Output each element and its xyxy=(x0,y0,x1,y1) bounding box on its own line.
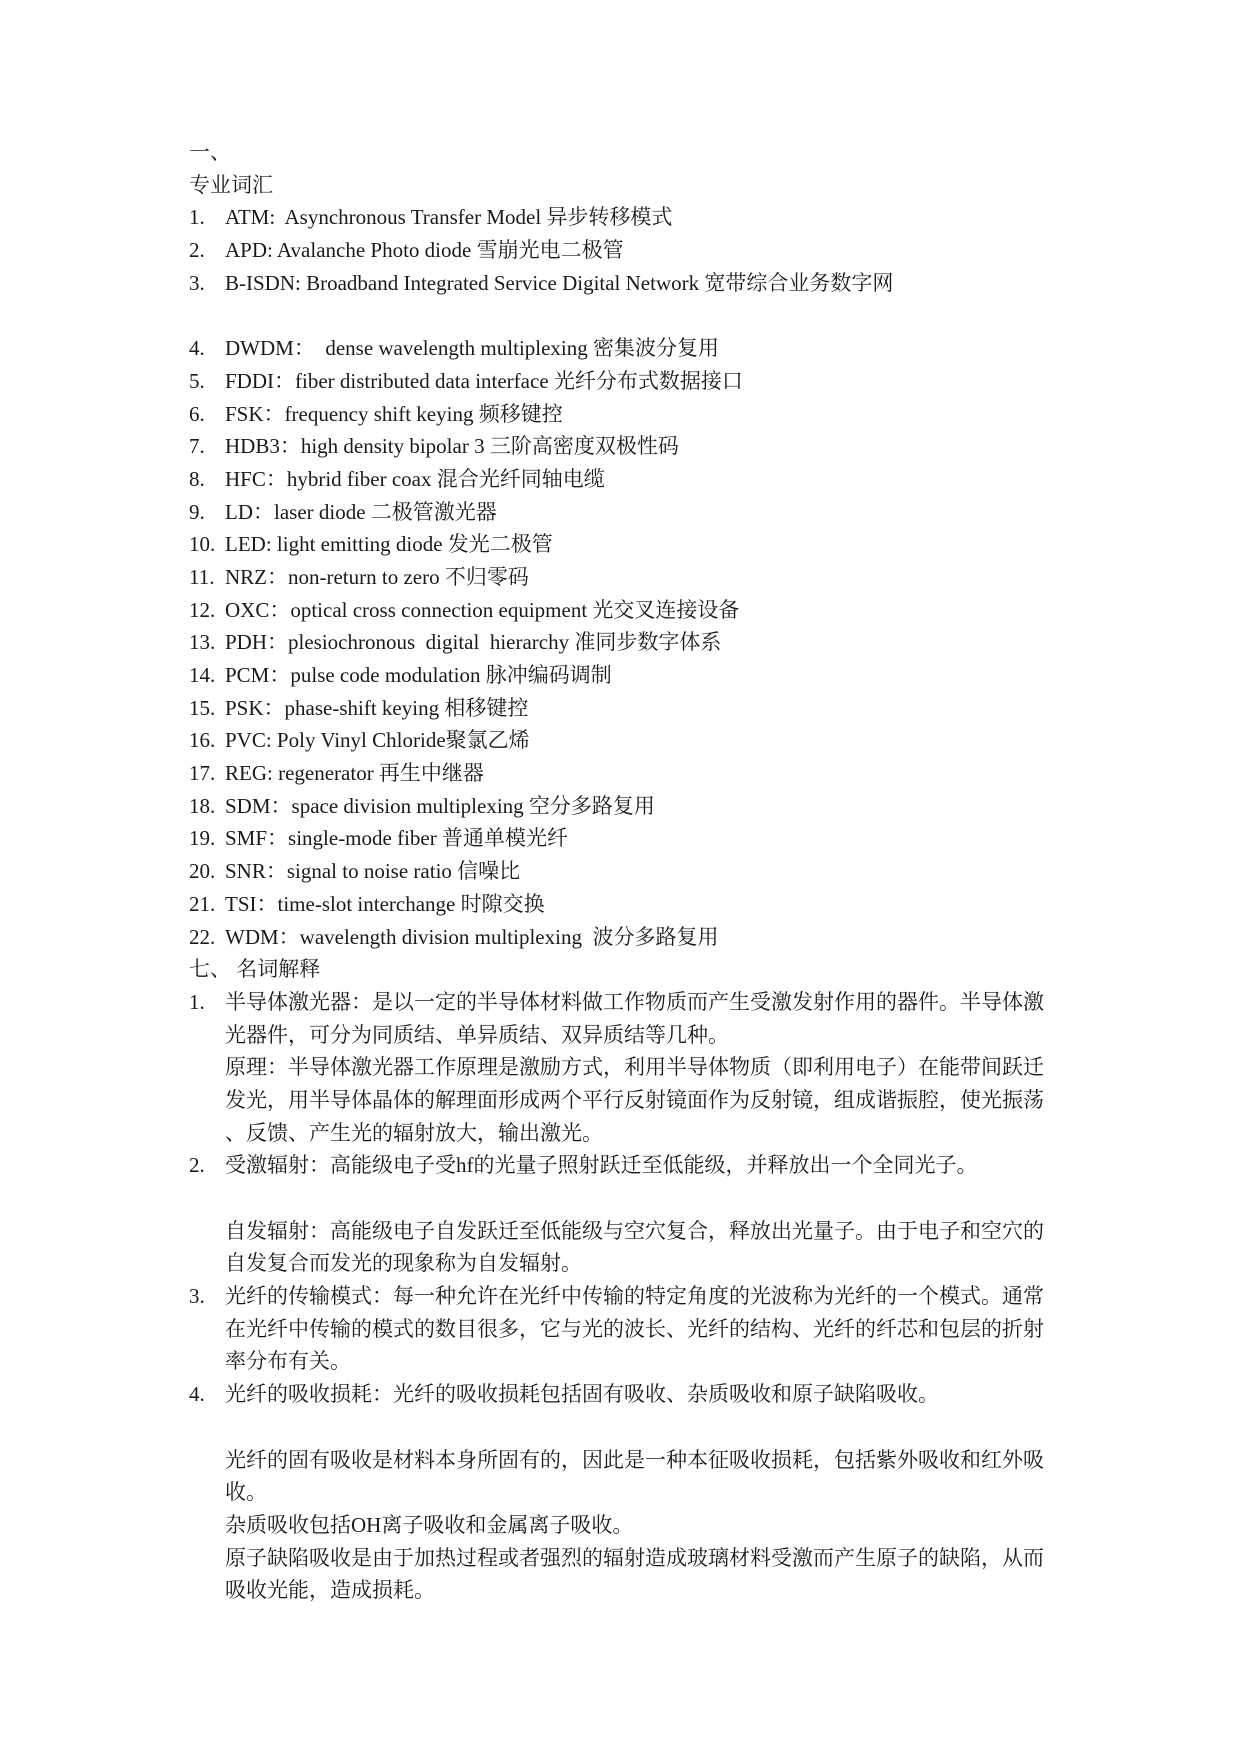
item-number: 4. xyxy=(189,1382,205,1407)
definition-line: 吸收光能，造成损耗。 xyxy=(225,1578,435,1603)
item-number: 8. xyxy=(189,466,205,491)
glossary-item xyxy=(189,463,1189,496)
glossary-item xyxy=(189,201,1189,234)
item-text: SMF：single-mode fiber 普通单模光纤 xyxy=(225,826,568,851)
glossary-item xyxy=(189,822,1189,855)
item-text: LED: light emitting diode 发光二极管 xyxy=(225,532,553,557)
glossary-item xyxy=(189,561,1189,594)
definition-text: 受激辐射：高能级电子受hf的光量子照射跃迁至低能级，并释放出一个全同光子。 xyxy=(225,1153,978,1178)
item-number: 19. xyxy=(189,826,216,851)
item-number: 13. xyxy=(189,630,216,655)
section-title-glossary: 专业词汇 xyxy=(189,172,273,197)
definition-line xyxy=(189,1149,1189,1182)
item-text: ATM: Asynchronous Transfer Model 异步转移模式 xyxy=(225,205,673,230)
definition-text: 光纤的传输模式：每一种允许在光纤中传输的特定角度的光波称为光纤的一个模式。通常 xyxy=(225,1284,1044,1309)
definition-text: 半导体激光器：是以一定的半导体材料做工作物质而产生受激发射作用的器件。半导体激 xyxy=(225,989,1044,1014)
item-text: TSI：time-slot interchange 时隙交换 xyxy=(225,891,545,916)
glossary-item xyxy=(189,855,1189,888)
item-number: 10. xyxy=(189,532,216,557)
glossary-item xyxy=(189,234,1189,267)
item-text: PCM：pulse code modulation 脉冲编码调制 xyxy=(225,663,612,687)
definition-line: 原子缺陷吸收是由于加热过程或者强烈的辐射造成玻璃材料受激而产生原子的缺陷，从而 xyxy=(225,1545,1044,1570)
item-text: WDM：wavelength division multiplexing 波分多路复用 xyxy=(225,924,719,949)
item-number: 7. xyxy=(189,434,205,459)
glossary-item xyxy=(189,790,1189,823)
item-text: PSK：phase-shift keying 相移键控 xyxy=(225,695,529,720)
definition-line: 自发复合而发光的现象称为自发辐射。 xyxy=(225,1251,582,1276)
section-marker: 一、 xyxy=(189,140,231,164)
item-text: OXC：optical cross connection equipment 光交叉连接设备 xyxy=(225,597,740,622)
item-text: APD: Avalanche Photo diode 雪崩光电二极管 xyxy=(225,238,624,263)
item-number: 12. xyxy=(189,597,216,622)
glossary-item xyxy=(189,921,1189,954)
definition-line: 在光纤中传输的模式的数目很多，它与光的波长、光纤的结构、光纤的纤芯和包层的折射 xyxy=(225,1316,1044,1341)
blank-line xyxy=(189,1411,1189,1444)
glossary-item xyxy=(189,398,1189,431)
item-text: SDM：space division multiplexing 空分多路复用 xyxy=(225,793,655,818)
document-body xyxy=(189,136,1189,1607)
item-number: 3. xyxy=(189,270,205,295)
item-number: 4. xyxy=(189,336,205,361)
definition-line: 原理：半导体激光器工作原理是激励方式，利用半导体物质（即利用电子）在能带间跃迁 xyxy=(225,1055,1044,1080)
item-number: 17. xyxy=(189,761,216,786)
glossary-item xyxy=(189,528,1189,561)
blank-line xyxy=(189,1182,1189,1215)
item-number: 3. xyxy=(189,1284,205,1309)
glossary-item xyxy=(189,430,1189,463)
item-text: B-ISDN: Broadband Integrated Service Digital Network 宽带综合业务数字网 xyxy=(225,270,894,295)
definition-line: 光器件，可分为同质结、单异质结、双异质结等几种。 xyxy=(225,1022,729,1047)
item-text: SNR：signal to noise ratio 信噪比 xyxy=(225,859,521,884)
item-text: PVC: Poly Vinyl Chloride聚氯乙烯 xyxy=(225,728,530,753)
glossary-item xyxy=(189,496,1189,529)
blank-line xyxy=(189,299,1189,332)
item-text: FSK：frequency shift keying 频移键控 xyxy=(225,401,563,426)
item-number: 14. xyxy=(189,663,216,687)
definition-line: 率分布有关。 xyxy=(225,1349,351,1374)
definition-line: 发光，用半导体晶体的解理面形成两个平行反射镜面作为反射镜，组成谐振腔，使光振荡 xyxy=(225,1087,1044,1112)
item-number: 20. xyxy=(189,859,216,884)
definition-line xyxy=(189,1378,1189,1411)
item-number: 6. xyxy=(189,401,205,426)
glossary-item xyxy=(189,267,1189,300)
glossary-item xyxy=(189,724,1189,757)
item-text: HFC：hybrid fiber coax 混合光纤同轴电缆 xyxy=(225,466,605,491)
definition-line: 光纤的固有吸收是材料本身所固有的，因此是一种本征吸收损耗，包括紫外吸收和红外吸 xyxy=(225,1447,1044,1472)
item-number: 5. xyxy=(189,368,205,393)
definition-text: 光纤的吸收损耗：光纤的吸收损耗包括固有吸收、杂质吸收和原子缺陷吸收。 xyxy=(225,1382,939,1407)
item-number: 11. xyxy=(189,564,215,589)
item-text: NRZ：non-return to zero 不归零码 xyxy=(225,564,529,589)
item-number: 15. xyxy=(189,695,216,720)
glossary-item xyxy=(189,692,1189,725)
item-text: LD：laser diode 二极管激光器 xyxy=(225,499,497,524)
item-text: HDB3：high density bipolar 3 三阶高密度双极性码 xyxy=(225,434,679,459)
section-title-definitions: 七、 名词解释 xyxy=(189,957,321,982)
item-number: 9. xyxy=(189,499,205,524)
item-text: REG: regenerator 再生中继器 xyxy=(225,761,484,786)
item-number: 1. xyxy=(189,205,205,230)
item-number: 16. xyxy=(189,728,216,753)
glossary-item xyxy=(189,365,1189,398)
definition-line xyxy=(189,1280,1189,1313)
item-number: 2. xyxy=(189,238,205,263)
glossary-item xyxy=(189,332,1189,365)
item-text: DWDM： dense wavelength multiplexing 密集波分复用 xyxy=(225,336,720,361)
glossary-item xyxy=(189,757,1189,790)
item-text: PDH：plesiochronous digital hierarchy 准同步数字体系 xyxy=(225,630,722,655)
item-number: 21. xyxy=(189,891,216,916)
item-number: 22. xyxy=(189,924,216,949)
glossary-item xyxy=(189,594,1189,627)
definition-line: 、反馈、产生光的辐射放大，输出激光。 xyxy=(225,1120,603,1145)
item-text: FDDI：fiber distributed data interface 光纤分布式数据接口 xyxy=(225,368,743,393)
glossary-item xyxy=(189,888,1189,921)
definition-line xyxy=(189,986,1189,1019)
glossary-item xyxy=(189,659,1189,692)
glossary-item xyxy=(189,626,1189,659)
item-number: 18. xyxy=(189,793,216,818)
item-number: 1. xyxy=(189,989,205,1014)
definition-line: 杂质吸收包括OH离子吸收和金属离子吸收。 xyxy=(225,1512,634,1537)
item-number: 2. xyxy=(189,1153,205,1178)
definition-line: 收。 xyxy=(225,1480,267,1505)
definition-line: 自发辐射：高能级电子自发跃迁至低能级与空穴复合，释放出光量子。由于电子和空穴的 xyxy=(225,1218,1044,1243)
